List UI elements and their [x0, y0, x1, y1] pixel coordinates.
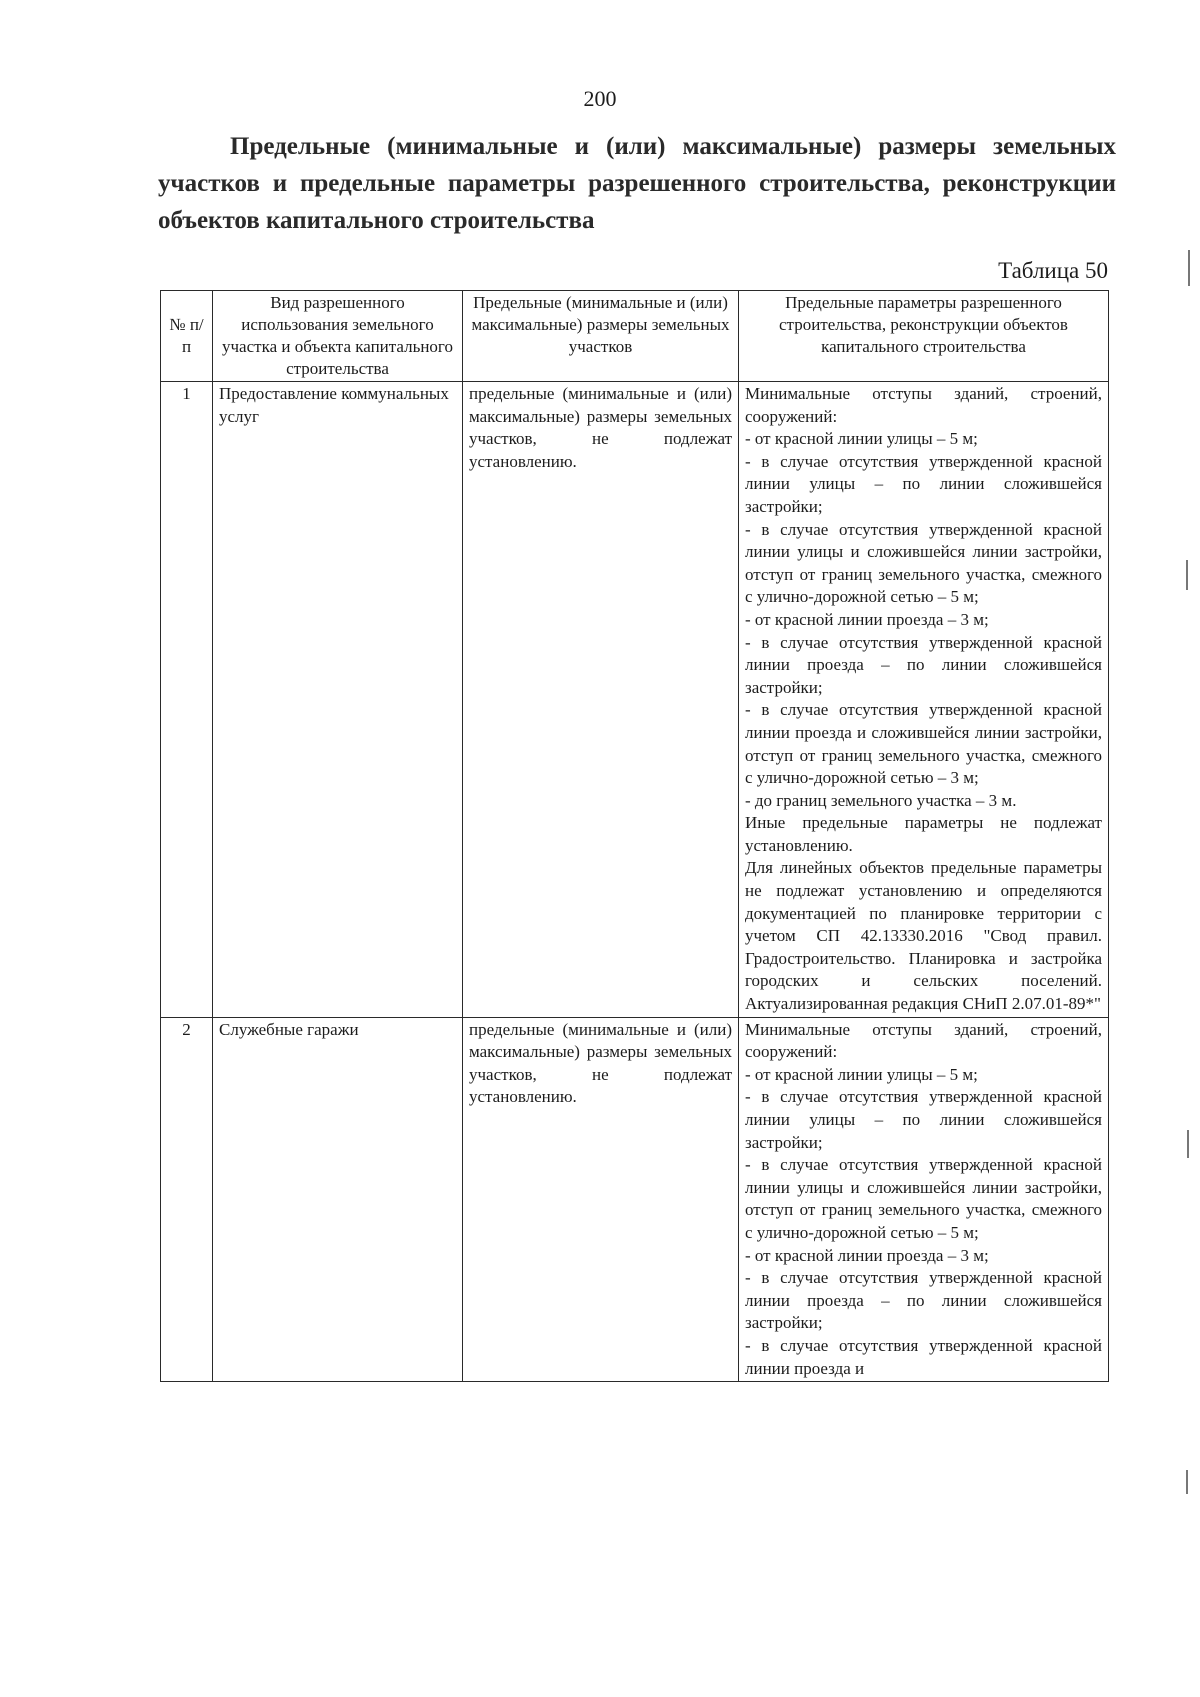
scan-edge-mark: [1186, 560, 1188, 590]
param-line: - до границ земельного участка – 3 м.: [745, 790, 1017, 810]
param-line: Минимальные отступы зданий, строений, сооружений:: [745, 1019, 1102, 1062]
table-row: [161, 382, 1109, 1018]
scan-edge-mark: [1186, 1470, 1188, 1494]
param-line: - в случае отсутствия утвержденной красной линии улицы и сложившейся линии застройки, отступ от границ земельного участка, смежного с улично-дорожной сетью – 5 м;: [745, 1155, 1102, 1242]
param-line: - от красной линии улицы – 5 м;: [745, 1064, 978, 1084]
row-permitted-use: Предоставление коммунальных услуг: [213, 382, 463, 1018]
table-row: [161, 1017, 1109, 1382]
row-plot-sizes: предельные (минимальные и (или) максимальные) размеры земельных участков, не подлежат установлению.: [463, 1017, 739, 1382]
row-plot-sizes: предельные (минимальные и (или) максимальные) размеры земельных участков, не подлежат установлению.: [463, 382, 739, 1018]
document-title: Предельные (минимальные и (или) максимальные) размеры земельных участков и предельные параметры разрешенного строительства, реконструкции объектов капитального строительства: [158, 133, 1116, 234]
table-header-row: [161, 291, 1109, 382]
table-caption: Таблица 50: [998, 258, 1108, 283]
header-permitted-use: Вид разрешенного использования земельного участка и объекта капитального строительства: [213, 291, 463, 382]
param-line: - от красной линии проезда – 3 м;: [745, 1245, 989, 1265]
param-line: - в случае отсутствия утвержденной красной линии проезда и сложившейся линии застройки, отступ от границ земельного участка, смежного с улично-дорожной сетью – 3 м;: [745, 700, 1102, 788]
param-line: Для линейных объектов предельные параметры не подлежат установлению и определяются документацией по планировке территории с учетом СП 42.13330.2016 "Свод правил. Градостроительство. Планировка и застройка городских и сельских поселений. Актуализированная редакция СНиП 2.07.01-89*": [745, 858, 1102, 1014]
param-line: - в случае отсутствия утвержденной красной линии улицы и сложившейся линии застройки, отступ от границ земельного участка, смежного с улично-дорожной сетью – 5 м;: [745, 519, 1102, 607]
row-number: 2: [161, 1017, 213, 1382]
param-line: - в случае отсутствия утвержденной красной линии проезда и: [745, 1335, 1102, 1378]
scan-edge-mark: [1188, 250, 1190, 286]
row-construction-params: [739, 1017, 1109, 1382]
regulations-table: [160, 290, 1109, 1382]
param-line: Иные предельные параметры не подлежат установлению.: [745, 813, 1102, 855]
param-line: - от красной линии проезда – 3 м;: [745, 609, 989, 629]
param-line: - в случае отсутствия утвержденной красной линии проезда – по линии сложившейся застройки;: [745, 1268, 1102, 1333]
header-construction-params: Предельные параметры разрешенного строительства, реконструкции объектов капитального строительства: [739, 291, 1109, 382]
row-permitted-use: Служебные гаражи: [213, 1017, 463, 1382]
scan-edge-mark: [1187, 1130, 1189, 1158]
header-plot-sizes: Предельные (минимальные и (или) максимальные) размеры земельных участков: [463, 291, 739, 382]
param-line: Минимальные отступы зданий, строений, сооружений:: [745, 384, 1102, 426]
param-line: - от красной линии улицы – 5 м;: [745, 429, 978, 449]
page-number: 200: [583, 86, 617, 111]
row-number: 1: [161, 382, 213, 1018]
param-line: - в случае отсутствия утвержденной красной линии проезда – по линии сложившейся застройки;: [745, 632, 1102, 697]
header-number: № п/п: [161, 291, 213, 382]
row-construction-params: [739, 382, 1109, 1018]
param-line: - в случае отсутствия утвержденной красной линии улицы – по линии сложившейся застройки;: [745, 451, 1102, 516]
param-line: - в случае отсутствия утвержденной красной линии улицы – по линии сложившейся застройки;: [745, 1087, 1102, 1152]
